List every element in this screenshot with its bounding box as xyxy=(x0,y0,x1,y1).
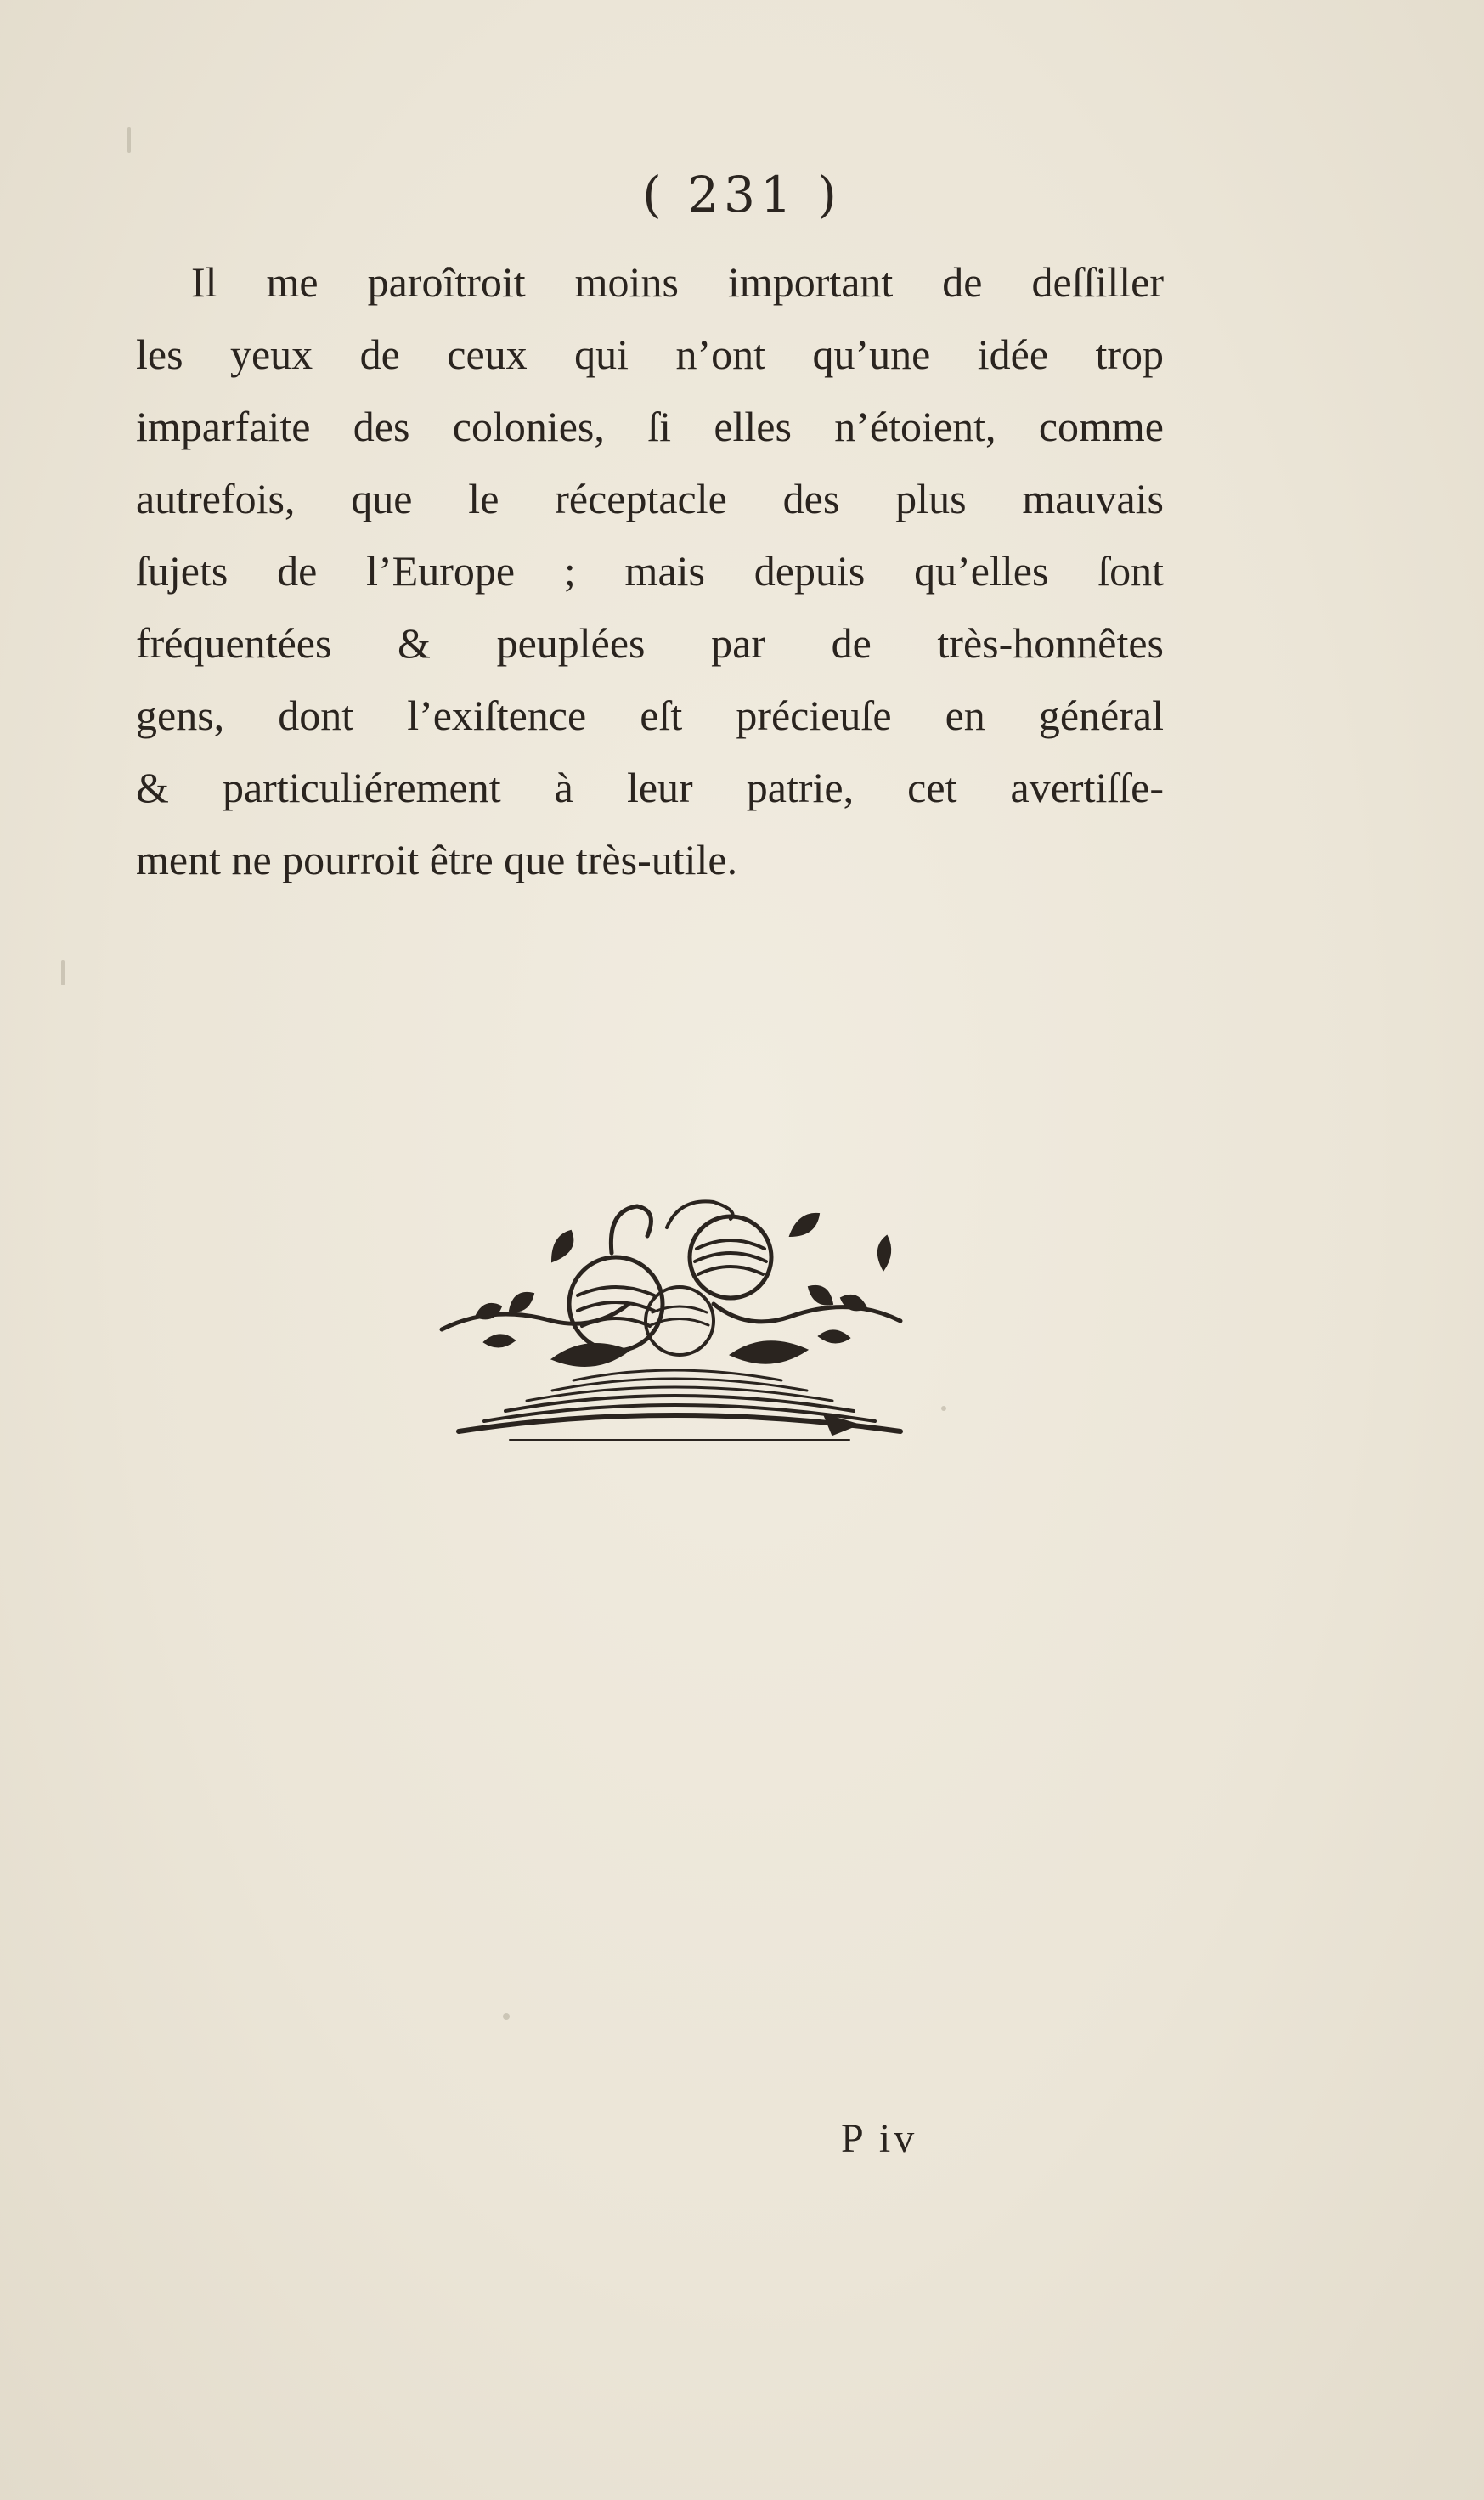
body-text xyxy=(136,246,1164,896)
text-line: fréquentées & peuplées par de très-honnêtes xyxy=(136,619,1164,667)
text-line: & particuliérement à leur patrie, cet avertiſſe- xyxy=(136,764,1164,811)
paper-speck xyxy=(503,2013,510,2020)
page-number: ( 231 ) xyxy=(642,166,842,223)
text-line: ſujets de l’Europe ; mais depuis qu’elles ſont xyxy=(136,547,1164,595)
paper-speck xyxy=(61,960,65,985)
text-line: les yeux de ceux qui n’ont qu’une idée trop xyxy=(136,330,1164,378)
floral-vignette-icon xyxy=(425,1177,917,1448)
text-line: gens, dont l’exiſtence eſt précieuſe en général xyxy=(136,691,1164,739)
paper-speck xyxy=(127,127,131,153)
text-line: ment ne pourroit être que très-utile. xyxy=(136,836,738,883)
paper-speck xyxy=(941,1406,946,1411)
signature-mark: P iv xyxy=(841,2116,918,2161)
text-line: Il me paroîtroit moins important de deſſiller xyxy=(191,258,1164,306)
text-line: imparfaite des colonies, ſi elles n’étoient, comme xyxy=(136,403,1164,450)
text-line: autrefois, que le réceptacle des plus mauvais xyxy=(136,475,1164,522)
